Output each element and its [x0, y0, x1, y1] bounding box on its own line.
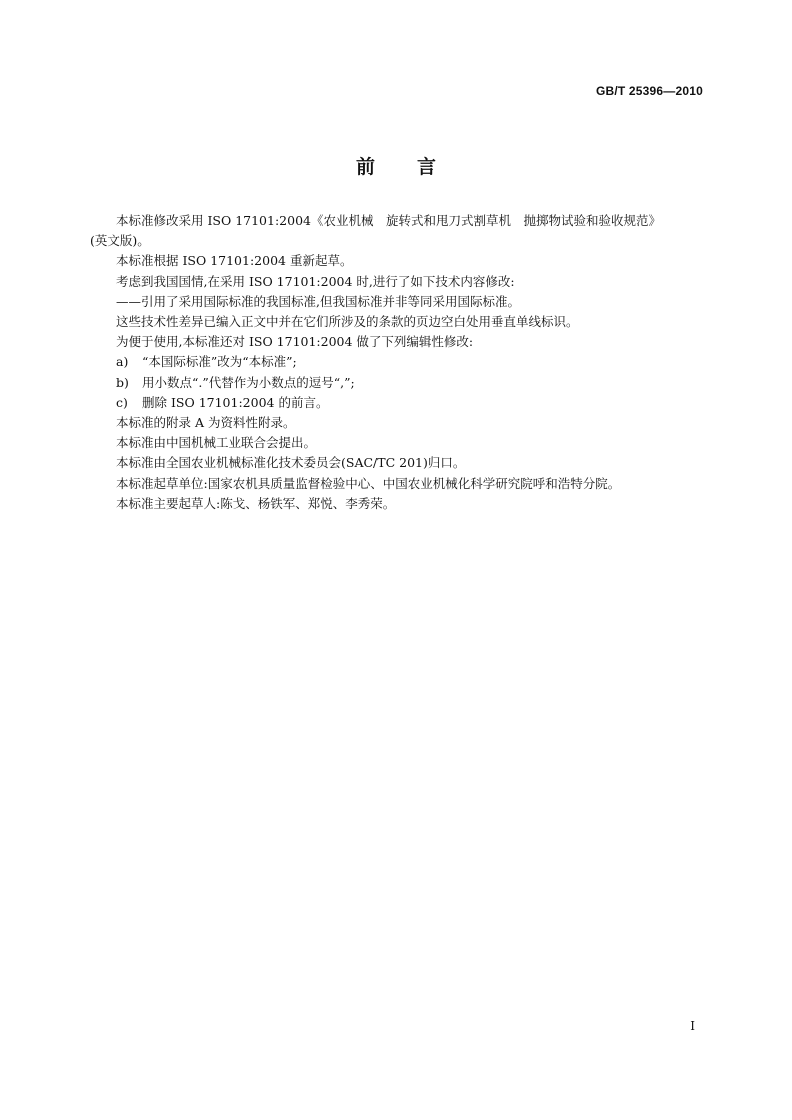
- paragraph-marking-note: 这些技术性差异已编入正文中并在它们所涉及的条款的页边空白处用垂直单线标识。: [116, 314, 579, 330]
- paragraph-committee: 本标准由全国农业机械标准化技术委员会(SAC/TC 201)归口。: [116, 455, 466, 471]
- paragraph-editorial-changes: 为便于使用,本标准还对 ISO 17101:2004 做了下列编辑性修改:: [116, 334, 474, 350]
- list-item-label: b): [116, 374, 129, 390]
- paragraph-drafting-basis: 本标准根据 ISO 17101:2004 重新起草。: [116, 253, 353, 269]
- paragraph-proposer: 本标准由中国机械工业联合会提出。: [116, 435, 317, 451]
- list-item-text: 删除 ISO 17101:2004 的前言。: [142, 394, 329, 410]
- page-title: 前言: [355, 156, 478, 178]
- list-item-text: “本国际标准”改为“本标准”;: [142, 354, 297, 370]
- paragraph-technical-changes: 考虑到我国国情,在采用 ISO 17101:2004 时,进行了如下技术内容修改:: [116, 273, 515, 289]
- paragraph-adoption-line1: 本标准修改采用 ISO 17101:2004《农业机械 旋转式和甩刀式割草机 抛掷物试验和验收规范》: [116, 213, 661, 228]
- foreword-body: [90, 211, 702, 514]
- paragraph-drafting-units: 本标准起草单位:国家农机具质量监督检验中心、中国农业机械化科学研究院呼和浩特分院。: [116, 475, 621, 491]
- paragraph-drafters: 本标准主要起草人:陈戈、杨铁军、郑悦、李秀荣。: [116, 495, 396, 511]
- list-item-text: 用小数点“.”代替作为小数点的逗号“,”;: [142, 374, 355, 390]
- list-item-label: a): [116, 354, 129, 370]
- paragraph-adoption-line2: (英文版)。: [90, 233, 150, 249]
- document-code: GB/T 25396—2010: [595, 84, 703, 98]
- paragraph-dash-item: ——引用了采用国际标准的我国标准,但我国标准并非等同采用国际标准。: [116, 293, 520, 309]
- page-number: I: [690, 1019, 695, 1033]
- list-item-b: [90, 373, 702, 393]
- list-item-label: c): [116, 394, 128, 410]
- list-item-c: [90, 393, 702, 413]
- paragraph-appendix: 本标准的附录 A 为资料性附录。: [116, 415, 296, 431]
- list-item-a: [90, 352, 702, 372]
